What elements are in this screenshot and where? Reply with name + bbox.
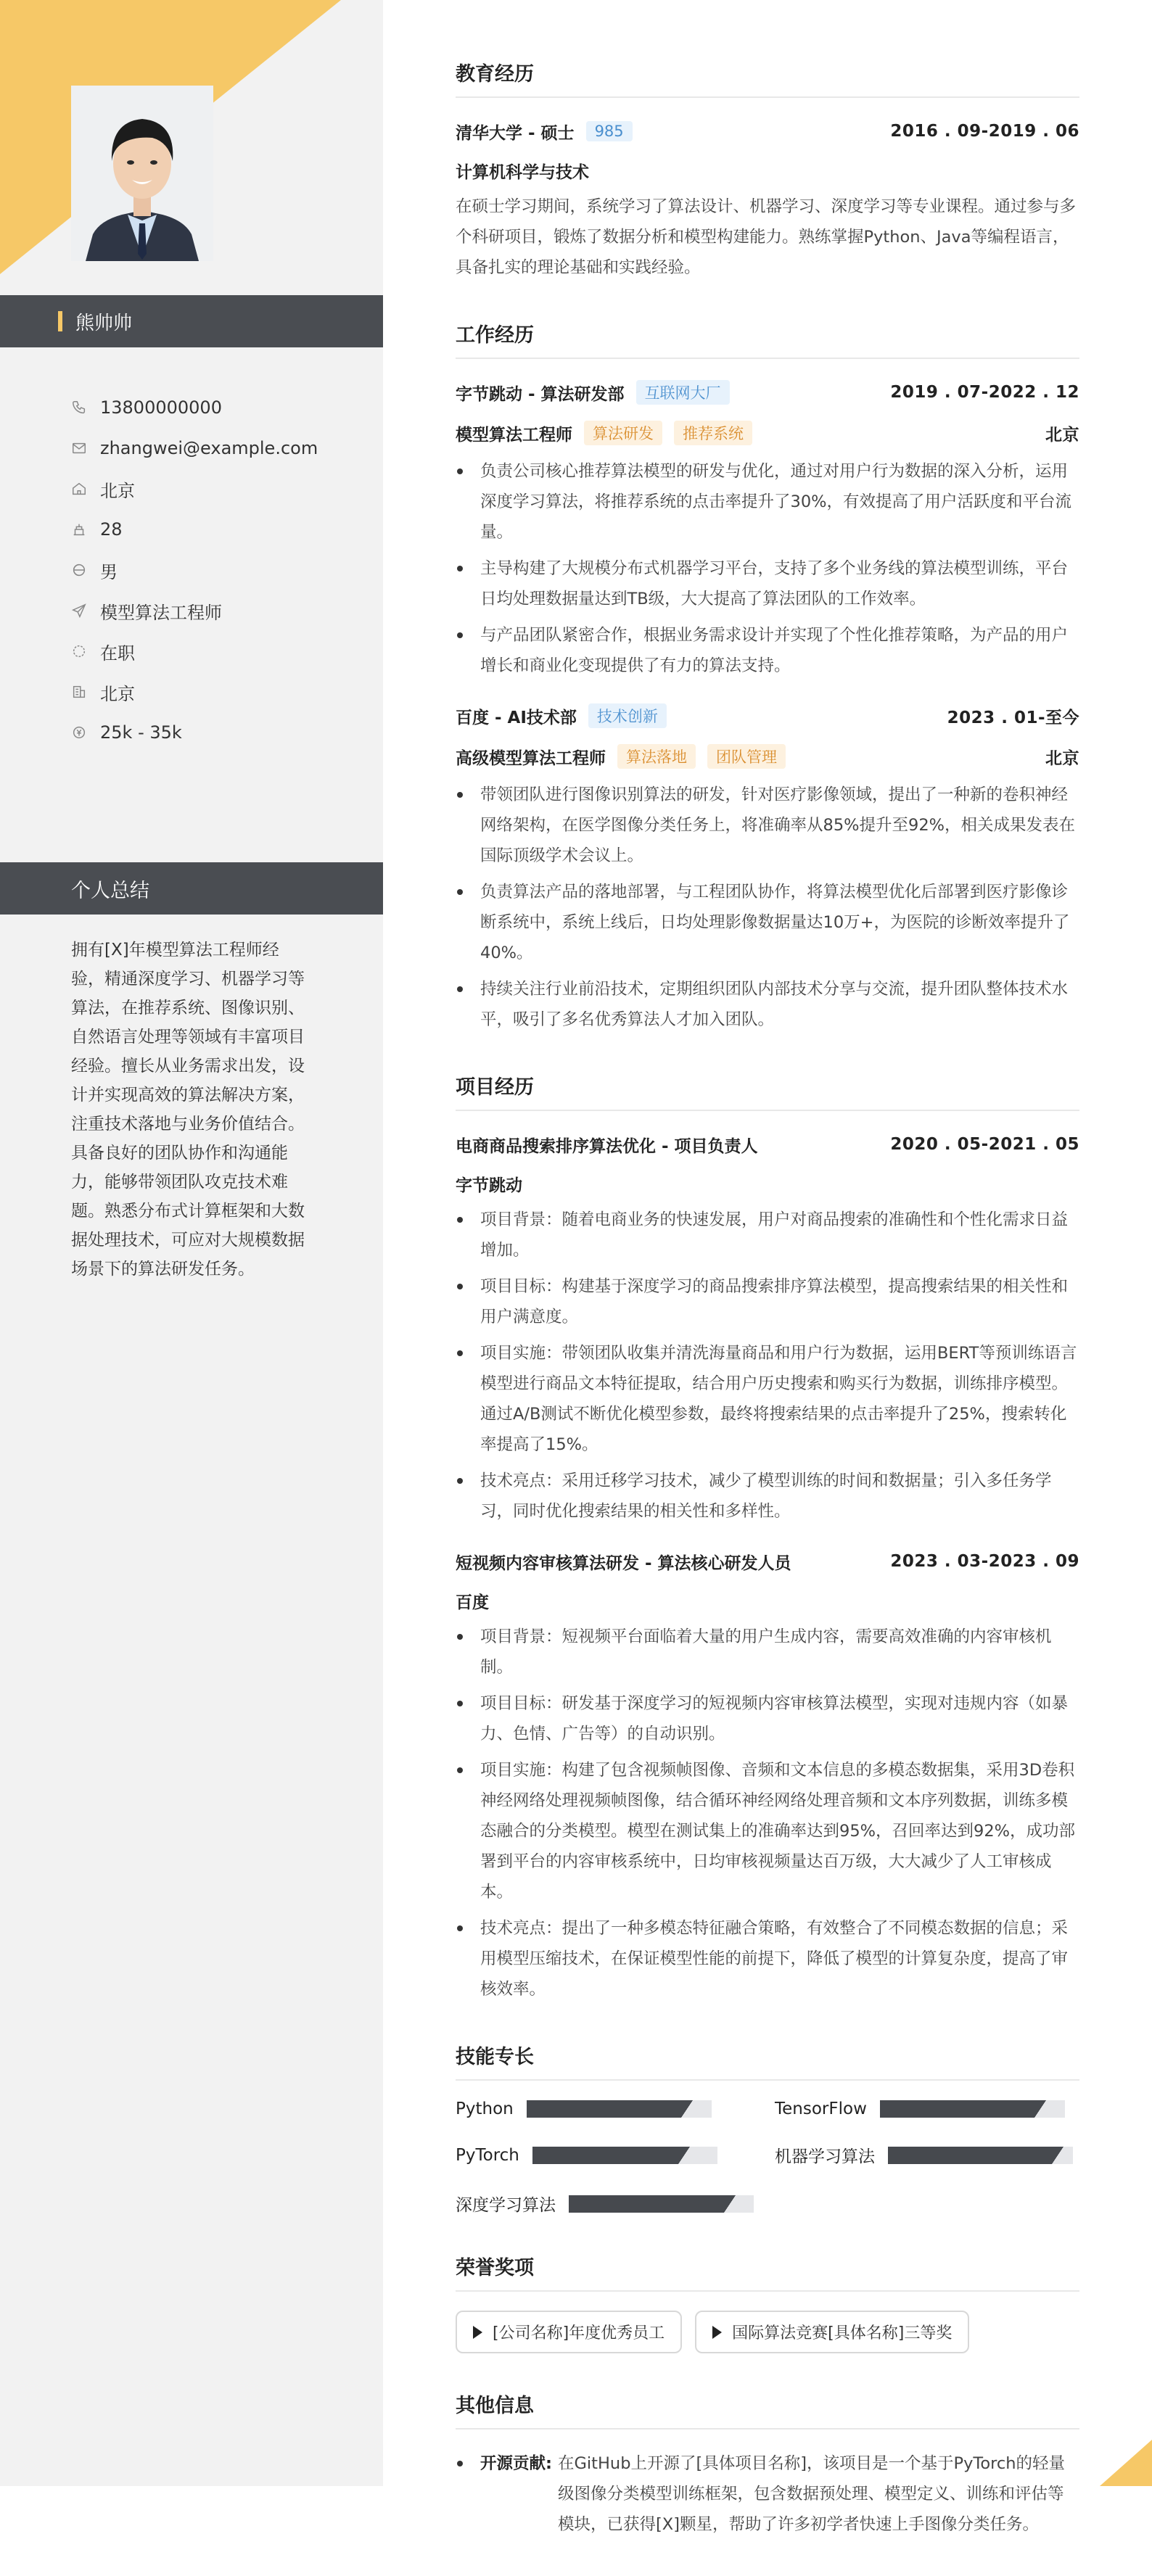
work-bullets <box>456 456 1079 681</box>
skill-name: TensorFlow <box>775 2100 867 2118</box>
list-item: 主导构建了大规模分布式机器学习平台，支持了多个业务线的算法模型训练，平台日均处理数据量达到TB级，大大提高了算法团队的工作效率。 <box>456 553 1079 614</box>
summary-banner <box>0 862 383 915</box>
send-icon <box>71 603 87 619</box>
major: 计算机科学与技术 <box>456 163 589 182</box>
school-name: 清华大学 - 硕士 <box>456 123 575 143</box>
skill-name: Python <box>456 2100 514 2118</box>
list-item <box>456 2448 1079 2540</box>
skill-bar <box>888 2147 1073 2164</box>
honor-label: [公司名称]年度优秀员工 <box>493 2324 665 2342</box>
list-item: 项目背景：随着电商业务的快速发展，用户对商品搜索的准确性和个性化需求日益增加。 <box>456 1205 1079 1266</box>
skill-name: PyTorch <box>456 2145 519 2165</box>
education-section <box>456 58 1079 283</box>
work-section <box>456 319 1079 1035</box>
age-icon <box>71 521 87 537</box>
work-city: 北京 <box>1045 425 1079 445</box>
project-entry <box>456 1547 1079 2005</box>
education-period: 2016 . 09-2019 . 06 <box>890 122 1079 141</box>
section-title: 项目经历 <box>456 1071 1079 1111</box>
work-period: 2019 . 07-2022 . 12 <box>890 383 1079 402</box>
skill-item <box>775 2143 1079 2167</box>
main-content <box>456 58 1079 2576</box>
project-name: 电商商品搜索排序算法优化 - 项目负责人 <box>456 1136 758 1156</box>
contact-gender: 男 <box>71 550 376 590</box>
name-banner <box>0 295 383 347</box>
contact-job: 模型算法工程师 <box>71 590 376 631</box>
skill-item <box>456 2100 775 2118</box>
job-role: 高级模型算法工程师 <box>456 748 606 768</box>
role-tag: 算法研发 <box>584 421 662 445</box>
list-item: 项目目标：构建基于深度学习的商品搜索排序算法模型，提高搜索结果的相关性和用户满意度。 <box>456 1271 1079 1332</box>
list-item: 与产品团队紧密合作，根据业务需求设计并实现了个性化推荐策略，为产品的用户增长和商业化变现提供了有力的算法支持。 <box>456 620 1079 681</box>
section-title: 工作经历 <box>456 319 1079 359</box>
skill-fill <box>888 2147 1063 2164</box>
list-item: 负责算法产品的落地部署，与工程团队协作，将算法模型优化后部署到医疗影像诊断系统中，系统上线后，日均处理影像数据量达10万+，为医院的诊断效率提升了40%。 <box>456 877 1079 968</box>
education-header <box>456 117 1079 146</box>
contact-phone: 13800000000 <box>71 387 376 428</box>
skills-grid <box>456 2100 1079 2216</box>
education-desc: 在硕士学习期间，系统学习了算法设计、机器学习、深度学习等专业课程。通过参与多个科研项目，锻炼了数据分析和模型构建能力。熟练掌握Python、Java等编程语言，具备扎实的理论基础和实践经验。 <box>456 197 1077 277</box>
mail-icon <box>71 440 87 456</box>
work-entry <box>456 378 1079 681</box>
work-bullets <box>456 780 1079 1035</box>
other-list <box>456 2448 1079 2540</box>
school-tag: 985 <box>586 121 633 141</box>
contact-location: 北京 <box>71 468 376 509</box>
list-item: 带领团队进行图像识别算法的研发，针对医疗影像领域，提出了一种新的卷积神经网络架构，在医学图像分类任务上，将准确率从85%提升至92%，相关成果发表在国际顶级学术会议上。 <box>456 780 1079 871</box>
project-org: 字节跳动 <box>456 1176 522 1195</box>
skill-fill <box>527 2100 694 2118</box>
gender-icon <box>71 562 87 578</box>
project-period: 2020 . 05-2021 . 05 <box>890 1135 1079 1154</box>
work-entry <box>456 701 1079 1035</box>
corner-decoration <box>1100 2440 1152 2486</box>
list-item: 负责公司核心推荐算法模型的研发与优化，通过对用户行为数据的深入分析，运用深度学习算法，将推荐系统的点击率提升了30%，有效提高了用户活跃度和平台流量。 <box>456 456 1079 548</box>
contact-city: 北京 <box>71 672 376 712</box>
skill-bar <box>880 2100 1065 2118</box>
status-icon <box>71 643 87 659</box>
section-title: 教育经历 <box>456 58 1079 98</box>
honors-section <box>456 2252 1079 2353</box>
project-period: 2023 . 03-2023 . 09 <box>890 1552 1079 1571</box>
company-name: 百度 - AI技术部 <box>456 708 577 727</box>
list-item: 持续关注行业前沿技术，定期组织团队内部技术分享与交流，提升团队整体技术水平，吸引了多名优秀算法人才加入团队。 <box>456 974 1079 1035</box>
play-icon <box>473 2326 482 2339</box>
project-bullets <box>456 1205 1079 1527</box>
home-icon <box>71 481 87 497</box>
work-city: 北京 <box>1045 748 1079 768</box>
skill-bar <box>569 2195 754 2213</box>
honor-badge <box>695 2311 969 2353</box>
list-item: 项目实施：构建了包含视频帧图像、音频和文本信息的多模态数据集，采用3D卷积神经网络处理视频帧图像，结合循环神经网络处理音频和文本序列数据，训练多模态融合的分类模型。模型在测试集上的准确率达到95%，召回率达到92%，成功部署到平台的内容审核系统中，日均审核视频量达百万级，大大减少了人工审核成本。 <box>456 1755 1079 1907</box>
candidate-name: 熊帅帅 <box>75 312 133 334</box>
skill-bar <box>527 2100 712 2118</box>
role-tag: 算法落地 <box>617 744 696 769</box>
section-title: 其他信息 <box>456 2390 1079 2430</box>
skill-item <box>775 2100 1079 2118</box>
honor-badge <box>456 2311 682 2353</box>
skill-fill <box>569 2195 736 2213</box>
skill-item <box>456 2143 775 2167</box>
sidebar <box>0 0 383 2486</box>
projects-section <box>456 1071 1079 2005</box>
skill-item <box>456 2192 775 2216</box>
list-item: 技术亮点：采用迁移学习技术，减少了模型训练的时间和数据量；引入多任务学习，同时优化搜索结果的相关性和多样性。 <box>456 1466 1079 1527</box>
skill-name: 深度学习算法 <box>456 2196 556 2215</box>
summary-title: 个人总结 <box>71 879 149 902</box>
company-name: 字节跳动 - 算法研发部 <box>456 384 625 404</box>
skill-bar <box>532 2147 717 2164</box>
project-entry <box>456 1130 1079 1527</box>
contact-age: 28 <box>71 509 376 550</box>
contact-list <box>71 387 376 753</box>
honors-list <box>456 2311 1079 2353</box>
role-tag: 推荐系统 <box>674 421 752 445</box>
honor-label: 国际算法竞赛[具体名称]三等奖 <box>732 2324 953 2342</box>
skills-section <box>456 2041 1079 2216</box>
name-accent <box>58 311 62 331</box>
skill-fill <box>532 2147 690 2164</box>
contact-salary: 25k - 35k <box>71 712 376 753</box>
phone-icon <box>71 400 87 416</box>
other-key: 开源贡献: <box>480 2454 552 2473</box>
other-section <box>456 2390 1079 2540</box>
play-icon <box>712 2326 722 2339</box>
list-item: 项目背景：短视频平台面临着大量的用户生成内容，需要高效准确的内容审核机制。 <box>456 1622 1079 1683</box>
avatar <box>71 86 213 261</box>
section-title: 荣誉奖项 <box>456 2252 1079 2292</box>
other-value: 在GitHub上开源了[具体项目名称]，该项目是一个基于PyTorch的轻量级图像分类模型训练框架，包含数据预处理、模型定义、训练和评估等模块，已获得[X]颗星，帮助了许多初学者快速上手图像分类任务。 <box>558 2454 1065 2534</box>
role-tag: 团队管理 <box>707 744 786 769</box>
skill-name: 机器学习算法 <box>775 2147 875 2166</box>
company-tag: 互联网大厂 <box>636 380 730 405</box>
building-icon <box>71 684 87 700</box>
list-item: 技术亮点：提出了一种多模态特征融合策略，有效整合了不同模态数据的信息；采用模型压缩技术，在保证模型性能的前提下，降低了模型的计算复杂度，提高了审核效率。 <box>456 1913 1079 2005</box>
contact-status: 在职 <box>71 631 376 672</box>
list-item: 项目目标：研发基于深度学习的短视频内容审核算法模型，实现对违规内容（如暴力、色情、广告等）的自动识别。 <box>456 1688 1079 1749</box>
work-period: 2023 . 01-至今 <box>947 708 1079 727</box>
list-item: 项目实施：带领团队收集并清洗海量商品和用户行为数据，运用BERT等预训练语言模型进行商品文本特征提取，结合用户历史搜索和购买行为数据，训练排序模型。通过A/B测试不断优化模型参数，最终将搜索结果的点击率提升了25%，搜索转化率提高了15%。 <box>456 1338 1079 1460</box>
project-bullets <box>456 1622 1079 2005</box>
project-org: 百度 <box>456 1593 489 1612</box>
company-tag: 技术创新 <box>588 703 667 728</box>
skill-fill <box>880 2100 1047 2118</box>
salary-icon <box>71 724 87 740</box>
job-role: 模型算法工程师 <box>456 425 572 445</box>
contact-email: zhangwei@example.com <box>71 428 376 468</box>
project-name: 短视频内容审核算法研发 - 算法核心研发人员 <box>456 1553 791 1573</box>
section-title: 技能专长 <box>456 2041 1079 2081</box>
summary-text: 拥有[X]年模型算法工程师经验，精通深度学习、机器学习等算法，在推荐系统、图像识别、自然语言处理等领域有丰富项目经验。擅长从业务需求出发，设计并实现高效的算法解决方案，注重技术落地与业务价值结合。具备良好的团队协作和沟通能力，能够带领团队攻克技术难题。熟悉分布式计算框架和大数据处理技术，可应对大规模数据场景下的算法研发任务。 <box>71 941 305 1279</box>
